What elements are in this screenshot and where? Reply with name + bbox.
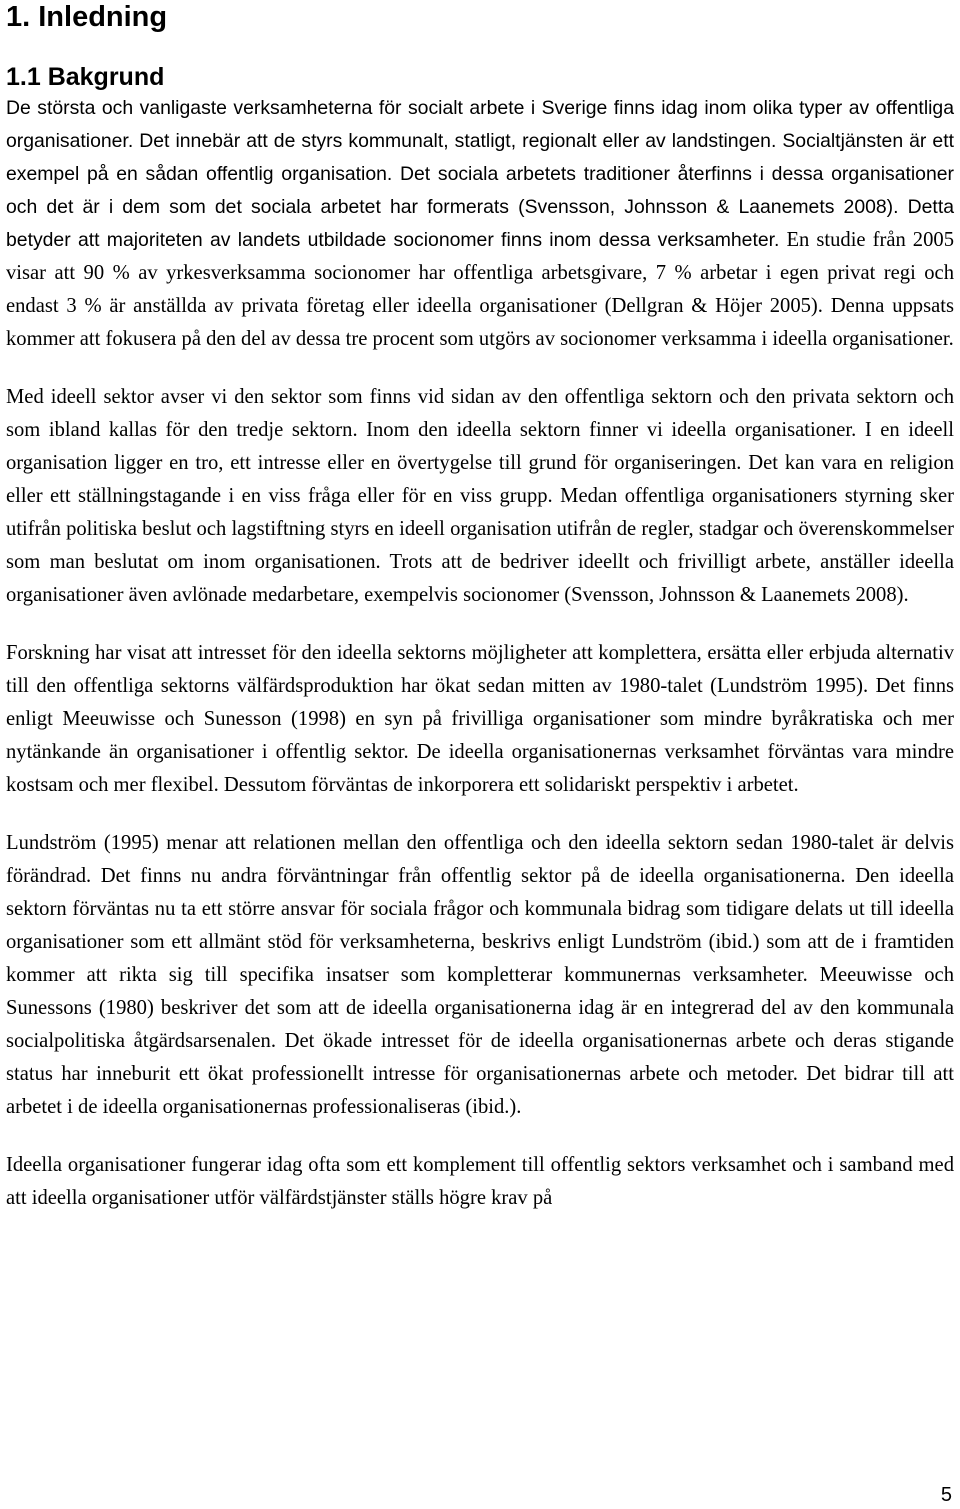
paragraph-ideal-sector: Med ideell sektor avser vi den sektor som finns vid sidan av den offentliga sektorn och den privata sektorn och som ibland kallas för den tredje sektorn. Inom den ideella sektorn finner vi ideella organisationer. I en ideell organisation ligger en tro, ett intresse eller en övertygelse till grund för organiseringen. Det kan vara en religion eller ett ställningstagande i en viss fråga eller för en viss grupp. Medan offentliga organisationers styrning sker utifrån politiska beslut och lagstiftning styrs en ideell organisation utifrån de regler, stadgar och överenskommelser som man beslutat om inom organisationen. Trots att de bedriver ideellt och frivilligt arbete, anställer ideella organisationer även avlönade medarbetare, exempelvis socionomer (Svensson, Johnsson & Laanemets 2008). bbox=[6, 386, 954, 606]
document-page bbox=[6, 0, 954, 1215]
paragraph-background-1-part-b: En studie från 2005 visar att 90 % av yrkesverksamma socionomer har offentliga arbetsgivare, 7 % arbetar i egen privat regi och endast 3 % är anställda av privata företag eller ideella organisationer (Dellgran & Höjer 2005). Denna uppsats kommer att fokusera på den del av dessa tre procent som utgörs av socionomer verksamma i ideella organisationer. bbox=[6, 229, 954, 350]
section-title: 1.1 Bakgrund bbox=[6, 63, 165, 91]
page-number: 5 bbox=[940, 1484, 952, 1506]
paragraph-research: Forskning har visat att intresset för den ideella sektorns möjligheter att komplettera, ersätta eller erbjuda alternativ till den offentliga sektorns välfärdsproduktion har ökat sedan mitten av 1980-talet (Lundström 1995). Det finns enligt Meeuwisse och Sunesson (1998) en syn på frivilliga organisationer som mindre byråkratiska och mer nytänkande än organisationer i offentlig sektor. De ideella organisationernas verksamhet förväntas vara mindre kostsam och mer flexibel. Dessutom förväntas de inkorporera ett solidariskt perspektiv i arbetet. bbox=[6, 642, 954, 796]
chapter-title: 1. Inledning bbox=[6, 1, 168, 33]
paragraph-background-1-part-a: De största och vanligaste verksamheterna för socialt arbete i Sverige finns idag inom olika typer av offentliga organisationer. Det innebär att de styrs kommunalt, statligt, regionalt eller av landstingen. Socialtjänsten är ett exempel på en sådan offentlig organisation. Det sociala arbetets traditioner återfinns i dessa organisationer och det är i dem som det sociala arbetet har formerats (Svensson, Johnsson & Laanemets 2008). Detta betyder att majoriteten av landets utbildade socionomer finns inom dessa verksamheter. bbox=[6, 97, 954, 251]
paragraph-lundstrom: Lundström (1995) menar att relationen mellan den offentliga och den ideella sektorn sedan 1980-talet är delvis förändrad. Det finns nu andra förväntningar från offentlig sektor på de ideella organisationerna. Den ideella sektorn förväntas nu ta ett större ansvar för sociala frågor och kommunala bidrag som tidigare delats ut till ideella organisationer som ett allmänt stöd för verksamheterna, beskrivs enligt Lundström (ibid.) som att de i framtiden kommer att rikta sig till specifika insatser som kompletterar kommunernas verksamheter. Meeuwisse och Sunessons (1980) beskriver det som att de ideella organisationerna idag är en integrerad del av den kommunala socialpolitiska åtgärdsarsenalen. Det ökade intresset för de ideella organisationernas arbete och deras stigande status har inneburit ett ökat professionellt intresse för organisationernas arbete och metoder. Det bidrar till att arbetet i de ideella organisationernas professionaliseras (ibid.). bbox=[6, 832, 954, 1118]
paragraph-background-1 bbox=[6, 92, 954, 356]
paragraph-ideal-organisations: Ideella organisationer fungerar idag ofta som ett komplement till offentlig sektors verksamhet och i samband med att ideella organisationer utför välfärdstjänster ställs högre krav på bbox=[6, 1154, 954, 1209]
